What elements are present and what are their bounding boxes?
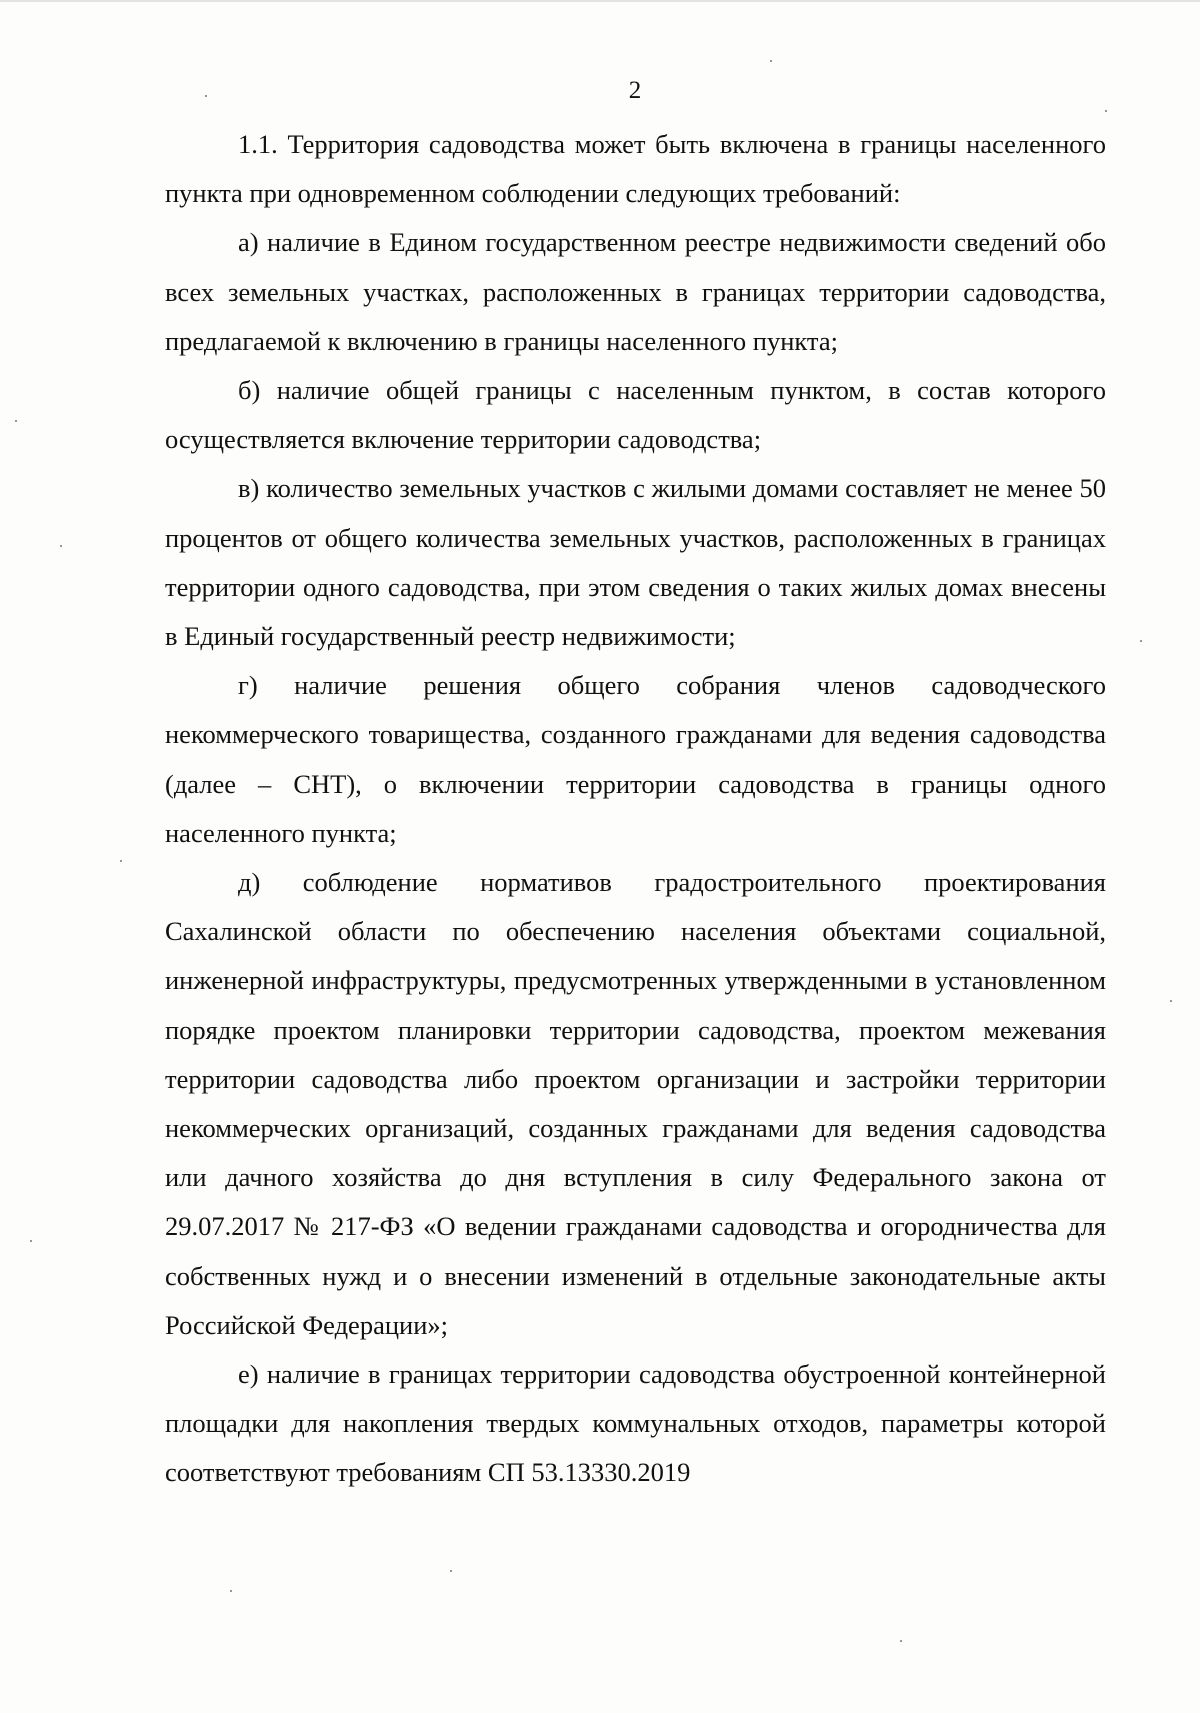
scan-speck bbox=[1170, 1000, 1172, 1002]
scan-speck bbox=[230, 1590, 232, 1592]
scan-speck bbox=[120, 860, 122, 862]
scan-speck bbox=[1140, 640, 1142, 642]
paragraph-v: в) количество земельных участков с жилыми домами составляет не менее 50 процентов от общего количества земельных участков, расположенных в границах территории одного садоводства, при этом сведения о таких жилых домах внесены в Единый государственный реестр недвижимости; bbox=[165, 473, 1106, 652]
paragraph-a: а) наличие в Едином государственном реестре недвижимости сведений обо всех земельных участках, расположенных в границах территории садоводства, предлагаемой к включению в границы населенного пункта; bbox=[165, 227, 1106, 356]
paragraph-e: е) наличие в границах территории садоводства обустроенной контейнерной площадки для накопления твердых коммунальных отходов, параметры которой соответствуют требованиям СП 53.13330.2019 bbox=[165, 1359, 1106, 1488]
scan-speck bbox=[30, 1240, 32, 1242]
document-body bbox=[165, 120, 1106, 1498]
scan-speck bbox=[60, 545, 62, 547]
scan-speck bbox=[1105, 110, 1107, 112]
scan-speck bbox=[450, 1570, 452, 1572]
scan-speck bbox=[900, 1640, 902, 1642]
page-top-edge bbox=[0, 0, 1200, 2]
paragraph-d: д) соблюдение нормативов градостроительного проектирования Сахалинской области по обеспечению населения объектами социальной, инженерной инфраструктуры, предусмотренных утвержденными в установленном порядке проектом планировки территории садоводства, проектом межевания территории садоводства либо проектом организации и застройки территории некоммерческих организаций, созданных гражданами для ведения садоводства или дачного хозяйства до дня вступления в силу Федерального закона от 29.07.2017 № 217-ФЗ «О ведении гражданами садоводства и огородничества для собственных нужд и о внесении изменений в отдельные законодательные акты Российской Федерации»; bbox=[165, 867, 1106, 1340]
paragraph-g: г) наличие решения общего собрания членов садоводческого некоммерческого товарищества, созданного гражданами для ведения садоводства (далее – СНТ), о включении территории садоводства в границы одного населенного пункта; bbox=[165, 670, 1106, 848]
scan-speck bbox=[15, 420, 17, 422]
paragraph-b: б) наличие общей границы с населенным пунктом, в состав которого осуществляется включение территории садоводства; bbox=[165, 375, 1106, 455]
paragraph-1-1: 1.1. Территория садоводства может быть включена в границы населенного пункта при одновременном соблюдении следующих требований: bbox=[165, 129, 1106, 209]
scan-speck bbox=[205, 95, 207, 97]
scan-speck bbox=[770, 60, 772, 62]
page-number: 2 bbox=[628, 77, 642, 104]
